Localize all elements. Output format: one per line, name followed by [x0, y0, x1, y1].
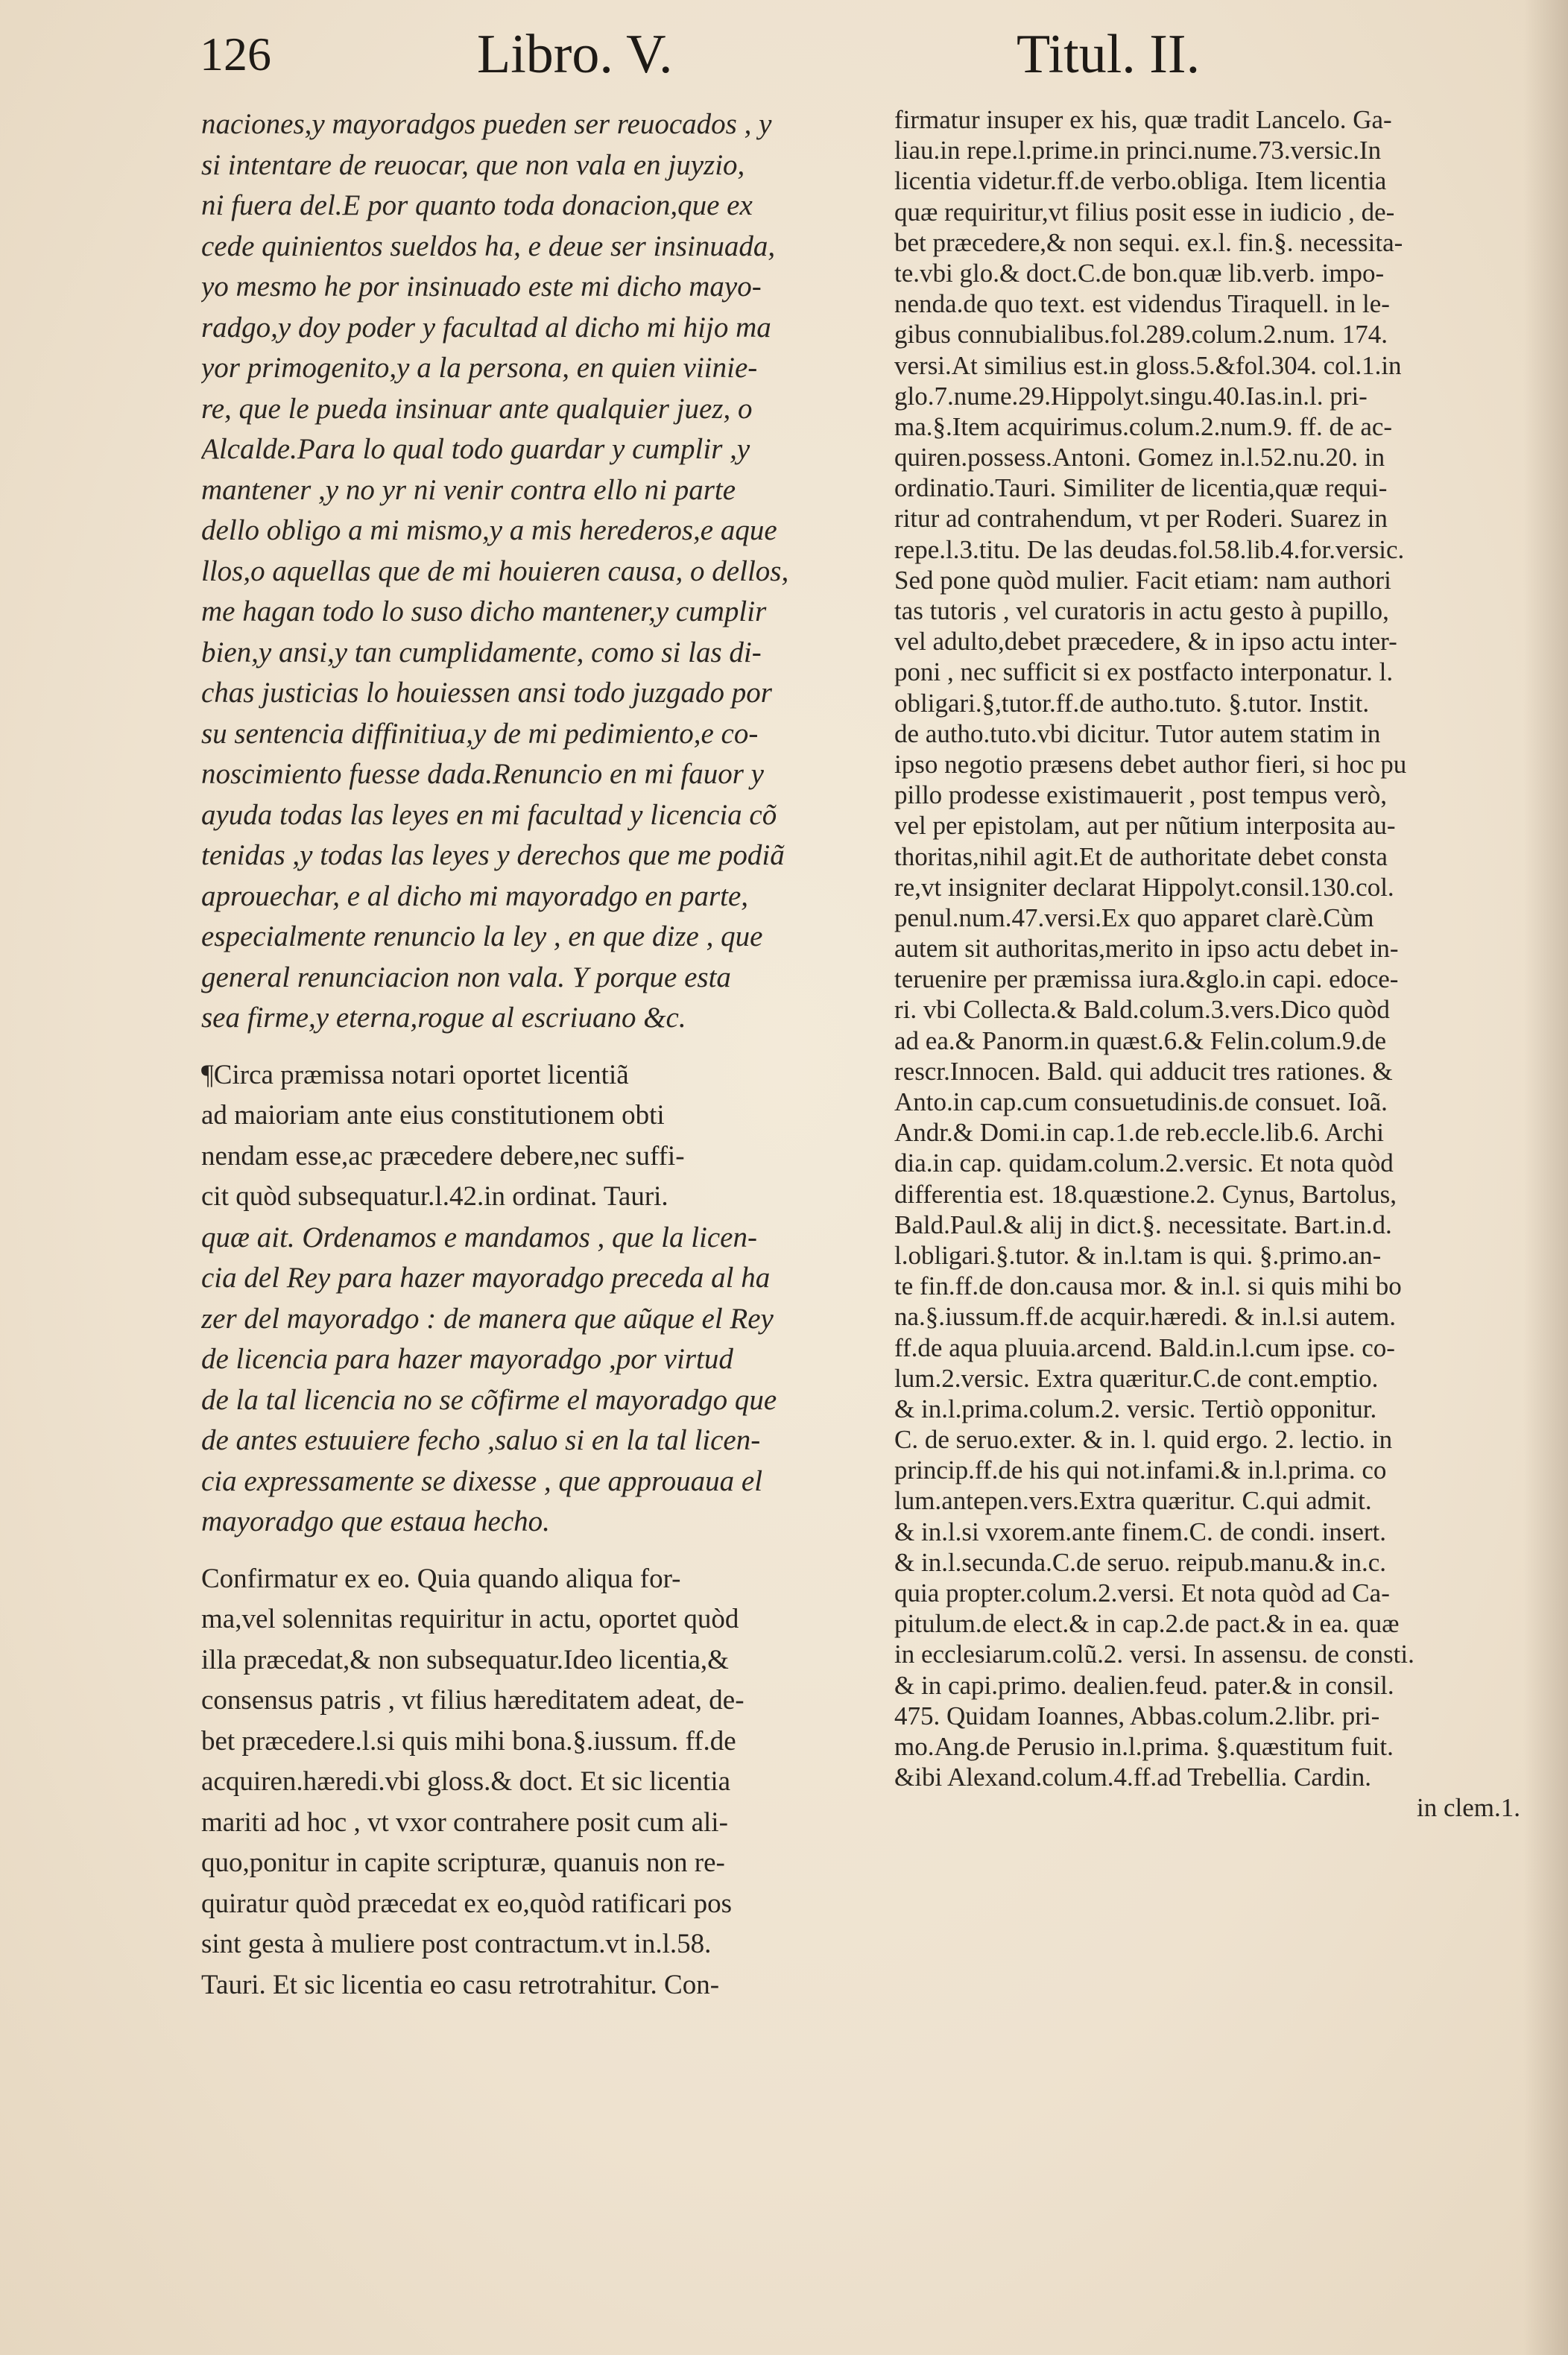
text-line: radgo,y doy poder y facultad al dicho mi hijo ma: [201, 311, 771, 344]
text-line: te.vbi glo.& doct.C.de bon.quæ lib.verb. impo-: [894, 258, 1385, 288]
text-line: ad maioriam ante eius constitutionem obti: [201, 1100, 665, 1131]
text-line: licentia videtur.ff.de verbo.obliga. Item licentia: [894, 166, 1387, 196]
book-heading: Libro. V.: [477, 24, 673, 85]
text-line: lum.antepen.vers.Extra quæritur. C.qui admit.: [894, 1486, 1372, 1516]
text-line: ordinatio.Tauri. Similiter de licentia,quæ requi-: [894, 473, 1388, 503]
text-line: dia.in cap. quidam.colum.2.versic. Et nota quòd: [894, 1148, 1394, 1178]
text-line: ipso negotio præsens debet author fieri, si hoc pu: [894, 749, 1407, 779]
latin-commentary-paragraph: [201, 1055, 857, 1218]
text-line: naciones,y mayoradgos pueden ser reuocados , y: [201, 108, 772, 140]
text-line: chas justicias lo houiessen ansi todo juzgado por: [201, 677, 772, 709]
text-line: yor primogenito,y a la persona, en quien viinie-: [201, 352, 758, 384]
text-line: re,vt insigniter declarat Hippolyt.consil.130.col.: [894, 872, 1394, 902]
text-line: poni , nec sufficit si ex postfacto interponatur. l.: [894, 657, 1394, 687]
text-line: thoritas,nihil agit.Et de authoritate debet consta: [894, 841, 1388, 871]
text-line: de la tal licencia no se cõfirme el mayoradgo que: [201, 1383, 777, 1416]
text-line: bet præcedere,& non sequi. ex.l. fin.§. necessita-: [894, 227, 1403, 257]
text-line: si intentare de reuocar, que non vala en juyzio,: [201, 148, 745, 181]
text-line: cit quòd subsequatur.l.42.in ordinat. Tauri.: [201, 1181, 668, 1212]
text-line: & in capi.primo. dealien.feud. pater.& in consil.: [894, 1670, 1394, 1700]
text-line: me hagan todo lo suso dicho mantener,y cumplir: [201, 595, 767, 628]
latin-citation-text: [894, 104, 1535, 1792]
latin-commentary-paragraph: [201, 1559, 857, 2006]
right-column: [894, 104, 1535, 1824]
text-line: quiren.possess.Antoni. Gomez in.l.52.nu.20. in: [894, 443, 1385, 472]
text-line: ni fuera del.E por quanto toda donacion,que ex: [201, 189, 753, 221]
text-line: Tauri. Et sic licentia eo casu retrotrahitur. Con-: [201, 1969, 720, 2000]
text-line: acquiren.hæredi.vbi gloss.& doct. Et sic licentia: [201, 1766, 731, 1797]
text-line: pillo prodesse existimauerit , post tempus verò,: [894, 780, 1388, 810]
text-line: Andr.& Domi.in cap.1.de reb.eccle.lib.6. Archi: [894, 1118, 1385, 1148]
paragraph-gap: [201, 1039, 857, 1055]
text-line: & in.l.secunda.C.de seruo. reipub.manu.& in.c.: [894, 1547, 1386, 1577]
running-header: [0, 21, 1568, 88]
text-line: quæ ait. Ordenamos e mandamos , que la licen-: [201, 1221, 757, 1254]
text-line: Anto.in cap.cum consuetudinis.de consuet. Ioã.: [894, 1087, 1388, 1116]
text-line: quia propter.colum.2.versi. Et nota quòd ad Ca-: [894, 1578, 1390, 1608]
text-line: tenidas ,y todas las leyes y derechos que me podiã: [201, 839, 785, 871]
text-line: te fin.ff.de don.causa mor. & in.l. si quis mihi bo: [894, 1271, 1402, 1301]
text-line: nendam esse,ac præcedere debere,nec suffi-: [201, 1140, 685, 1172]
spanish-deed-text: [201, 104, 857, 1039]
text-line: re, que le pueda insinuar ante qualquier juez, o: [201, 392, 753, 425]
text-line: aprouechar, e al dicho mi mayoradgo en parte,: [201, 879, 749, 912]
text-line: sint gesta à muliere post contractum.vt in.l.58.: [201, 1929, 712, 1959]
left-column: [201, 104, 857, 2005]
text-line: de licencia para hazer mayoradgo ,por virtud: [201, 1343, 733, 1375]
text-line: mariti ad hoc , vt vxor contrahere posit cum ali-: [201, 1806, 728, 1838]
text-line: ad ea.& Panorm.in quæst.6.& Felin.colum.9.de: [894, 1025, 1387, 1055]
text-line: repe.l.3.titu. De las deudas.fol.58.lib.4.for.versic.: [894, 534, 1405, 564]
text-line: quiratur quòd præcedat ex eo,quòd ratificari pos: [201, 1888, 733, 1919]
text-line: ri. vbi Collecta.& Bald.colum.3.vers.Dico quòd: [894, 995, 1390, 1025]
text-line: mayoradgo que estaua hecho.: [201, 1505, 550, 1537]
text-line: Sed pone quòd mulier. Facit etiam: nam authori: [894, 565, 1391, 595]
text-line: Bald.Paul.& alij in dict.§. necessitate. Bart.in.d.: [894, 1210, 1392, 1239]
text-line: 475. Quidam Ioannes, Abbas.colum.2.libr. pri-: [894, 1701, 1380, 1730]
text-line: rescr.Innocen. Bald. qui adducit tres rationes. &: [894, 1056, 1393, 1086]
text-line: llos,o aquellas que de mi houieren causa, o dellos,: [201, 554, 789, 587]
text-line: lum.2.versic. Extra quæritur.C.de cont.emptio.: [894, 1363, 1379, 1393]
text-line: quæ requiritur,vt filius posit esse in iudicio , de-: [894, 197, 1395, 227]
text-line: Confirmatur ex eo. Quia quando aliqua for-: [201, 1563, 681, 1594]
text-line: &ibi Alexand.colum.4.ff.ad Trebellia. Cardin.: [894, 1763, 1371, 1792]
text-line: obligari.§,tutor.ff.de autho.tuto. §.tutor. Instit.: [894, 688, 1370, 718]
text-line: mantener ,y no yr ni venir contra ello ni parte: [201, 473, 736, 506]
text-line: illa præcedat,& non subsequatur.Ideo licentia,&: [201, 1644, 729, 1675]
text-line: ff.de aqua pluuia.arcend. Bald.in.l.cum ipse. co-: [894, 1333, 1395, 1362]
text-line: mo.Ang.de Perusio in.l.prima. §.quæstitum fuit.: [894, 1731, 1394, 1761]
text-line: bet præcedere.l.si quis mihi bona.§.iussum. ff.de: [201, 1725, 736, 1757]
text-line: gibus connubialibus.fol.289.colum.2.num. 174.: [894, 320, 1388, 350]
text-line: Alcalde.Para lo qual todo guardar y cumplir ,y: [201, 433, 750, 465]
text-line: su sentencia diffinitiua,y de mi pedimiento,e co-: [201, 717, 759, 750]
text-line: cia expressamente se dixesse , que approuaua el: [201, 1464, 763, 1497]
text-line: in ecclesiarum.colũ.2. versi. In assensu. de consti.: [894, 1640, 1414, 1669]
text-line: vel per epistolam, aut per nũtium interposita au-: [894, 811, 1396, 841]
text-line: princip.ff.de his qui not.infami.& in.l.prima. co: [894, 1455, 1387, 1485]
text-line: autem sit authoritas,merito in ipso actu debet in-: [894, 934, 1399, 964]
text-line: consensus patris , vt filius hæreditatem adeat, de-: [201, 1685, 745, 1716]
text-line: sea firme,y eterna,rogue al escriuano &c.: [201, 1002, 686, 1034]
quoted-ordinance-text: [201, 1218, 857, 1543]
text-line: & in.l.si vxorem.ante finem.C. de condi. insert.: [894, 1517, 1387, 1546]
text-line: noscimiento fuesse dada.Renuncio en mi fauor y: [201, 758, 764, 790]
text-line: na.§.iussum.ff.de acquir.hæredi. & in.l.si autem.: [894, 1302, 1396, 1332]
text-line: quo,ponitur in capite scripturæ, quanuis non re-: [201, 1847, 725, 1878]
text-line: versi.At similius est.in gloss.5.&fol.304. col.1.in: [894, 350, 1402, 380]
text-line: de autho.tuto.vbi dicitur. Tutor autem statim in: [894, 718, 1381, 748]
title-heading: Titul. II.: [1017, 24, 1201, 85]
text-line: ¶Circa præmissa notari oportet licentiã: [201, 1059, 629, 1090]
text-line: de antes estuuiere fecho ,saluo si en la tal licen-: [201, 1424, 761, 1456]
paragraph-gap: [201, 1543, 857, 1559]
text-line: pitulum.de elect.& in cap.2.de pact.& in ea. quæ: [894, 1609, 1400, 1639]
text-line: vel adulto,debet præcedere, & in ipso actu inter-: [894, 627, 1397, 657]
text-line: cede quinientos sueldos ha, e deue ser insinuada,: [201, 230, 776, 262]
text-line: zer del mayoradgo : de manera que aũque el Rey: [201, 1302, 774, 1335]
text-line: nenda.de quo text. est videndus Tiraquell. in le-: [894, 289, 1390, 319]
text-line: penul.num.47.versi.Ex quo apparet clarè.Cùm: [894, 903, 1374, 932]
text-line: dello obligo a mi mismo,y a mis herederos,e aque: [201, 514, 777, 546]
text-line: especialmente renuncio la ley , en que dize , que: [201, 920, 763, 952]
text-line: yo mesmo he por insinuado este mi dicho mayo-: [201, 271, 762, 303]
page-number: 126: [200, 28, 271, 80]
text-line: general renunciacion non vala. Y porque esta: [201, 961, 731, 993]
text-line: tas tutoris , vel curatoris in actu gesto à pupillo,: [894, 596, 1389, 625]
text-line: liau.in repe.l.prime.in princi.nume.73.versic.In: [894, 136, 1382, 165]
text-line: ritur ad contrahendum, vt per Roderi. Suarez in: [894, 504, 1388, 534]
text-line: l.obligari.§.tutor. & in.l.tam is qui. §.primo.an-: [894, 1240, 1382, 1270]
catchword: in clem.1.: [1417, 1793, 1520, 1823]
text-line: & in.l.prima.colum.2. versic. Tertiò opponitur.: [894, 1394, 1377, 1423]
text-line: ma,vel solennitas requiritur in actu, oportet quòd: [201, 1604, 739, 1634]
text-line: cia del Rey para hazer mayoradgo preceda al ha: [201, 1262, 771, 1294]
text-line: C. de seruo.exter. & in. l. quid ergo. 2. lectio. in: [894, 1425, 1393, 1455]
text-line: ayuda todas las leyes en mi facultad y licencia cõ: [201, 798, 777, 831]
text-line: glo.7.nume.29.Hippolyt.singu.40.Ias.in.l. pri-: [894, 381, 1368, 411]
text-line: ma.§.Item acquirimus.colum.2.num.9. ff. de ac-: [894, 411, 1393, 441]
text-line: differentia est. 18.quæstione.2. Cynus, Bartolus,: [894, 1179, 1397, 1209]
text-line: teruenire per præmissa iura.&glo.in capi. edoce-: [894, 964, 1399, 994]
text-line: bien,y ansi,y tan cumplidamente, como si las di-: [201, 636, 762, 668]
text-line: firmatur insuper ex his, quæ tradit Lancelo. Ga-: [894, 105, 1392, 134]
